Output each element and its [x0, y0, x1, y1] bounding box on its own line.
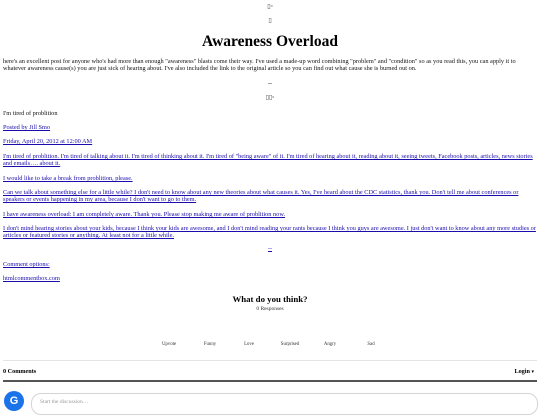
intro-text: here's an excellent post for anyone who's had more than enough "awareness" blasts come their way. I've used a made-up word combining "problem" and "condition" so as you read this, you can apply it to whatever awareness cause(s) you are just sick of hearing about. I've also included the link to the original article so you can find out what cause she is burned out on. [3, 58, 516, 73]
mid-glyph-icon: ▯▯▫ [265, 95, 275, 101]
avatar: G [4, 391, 24, 411]
paragraph-2[interactable]: I would like to take a break from problition, please. [3, 175, 133, 182]
reaction-bar [0, 342, 540, 350]
divider-line [3, 360, 537, 361]
reaction-angry[interactable]: Angry [323, 342, 337, 347]
login-label: Login [514, 368, 530, 375]
page-title: Awareness Overload [202, 33, 338, 50]
reaction-funny[interactable]: Funny [203, 342, 217, 347]
comments-heading: What do you think? [232, 294, 308, 304]
chevron-down-icon: ▾ [531, 370, 534, 375]
posted-by-link[interactable]: Posted by Jill Smo [3, 124, 51, 131]
paragraph-3[interactable]: Can we talk about something else for a little while? I don't need to know about any new theories about what causes it. Yes, I've heard about the CDC statistics, thank you. Don't tell me about conferences or speakers or events happening in my area, because I don't want to go to them. [3, 189, 519, 204]
post-date-link[interactable]: Friday, April 20, 2012 at 12:00 AM [3, 138, 93, 145]
comment-options-link[interactable]: Comment options: [3, 261, 50, 268]
comments-count: 0 Comments [3, 368, 37, 375]
post-heading: I'm tired of problition [3, 110, 58, 117]
reaction-sad[interactable]: Sad [367, 342, 375, 347]
login-button[interactable] [514, 368, 534, 375]
top-glyph-icon: ▯▫ [267, 4, 273, 10]
divider: -- [268, 81, 272, 87]
top-glyph-icon-2: ▯ [268, 18, 272, 24]
responses-count: 0 Responses [256, 306, 284, 312]
paragraph-4[interactable]: I have awareness overload: I am completely aware. Thank you. Please stop making me aware of problition now. [3, 211, 286, 218]
commentbox-link[interactable]: htmlcommentbox.com [3, 275, 60, 282]
reaction-surprised[interactable]: Surprised [280, 342, 300, 347]
comment-input[interactable] [31, 393, 538, 415]
paragraph-1[interactable]: I'm tired of problition. I'm tired of talking about it. I'm tired of thinking about it. I'm tired of "being aware" of it. I'm tired of hearing about it, reading about it, seeing tweets, Facebook posts, articles, news stories and emails…. about it. [3, 153, 533, 168]
reaction-love[interactable]: Love [244, 342, 254, 347]
end-divider-link[interactable]: -- [268, 246, 272, 252]
comment-placeholder: Start the discussion… [40, 399, 89, 405]
paragraph-5[interactable]: I don't mind hearing stories about your kids, because I think your kids are awesome, and I don't mind reading your rants because I think you guys are awesome. I just don't want to know about any more studies or articles or featured stories or anything. At least not for a little while. [3, 225, 536, 240]
reaction-upvote[interactable]: Upvote [161, 342, 177, 347]
comments-divider [3, 380, 537, 382]
